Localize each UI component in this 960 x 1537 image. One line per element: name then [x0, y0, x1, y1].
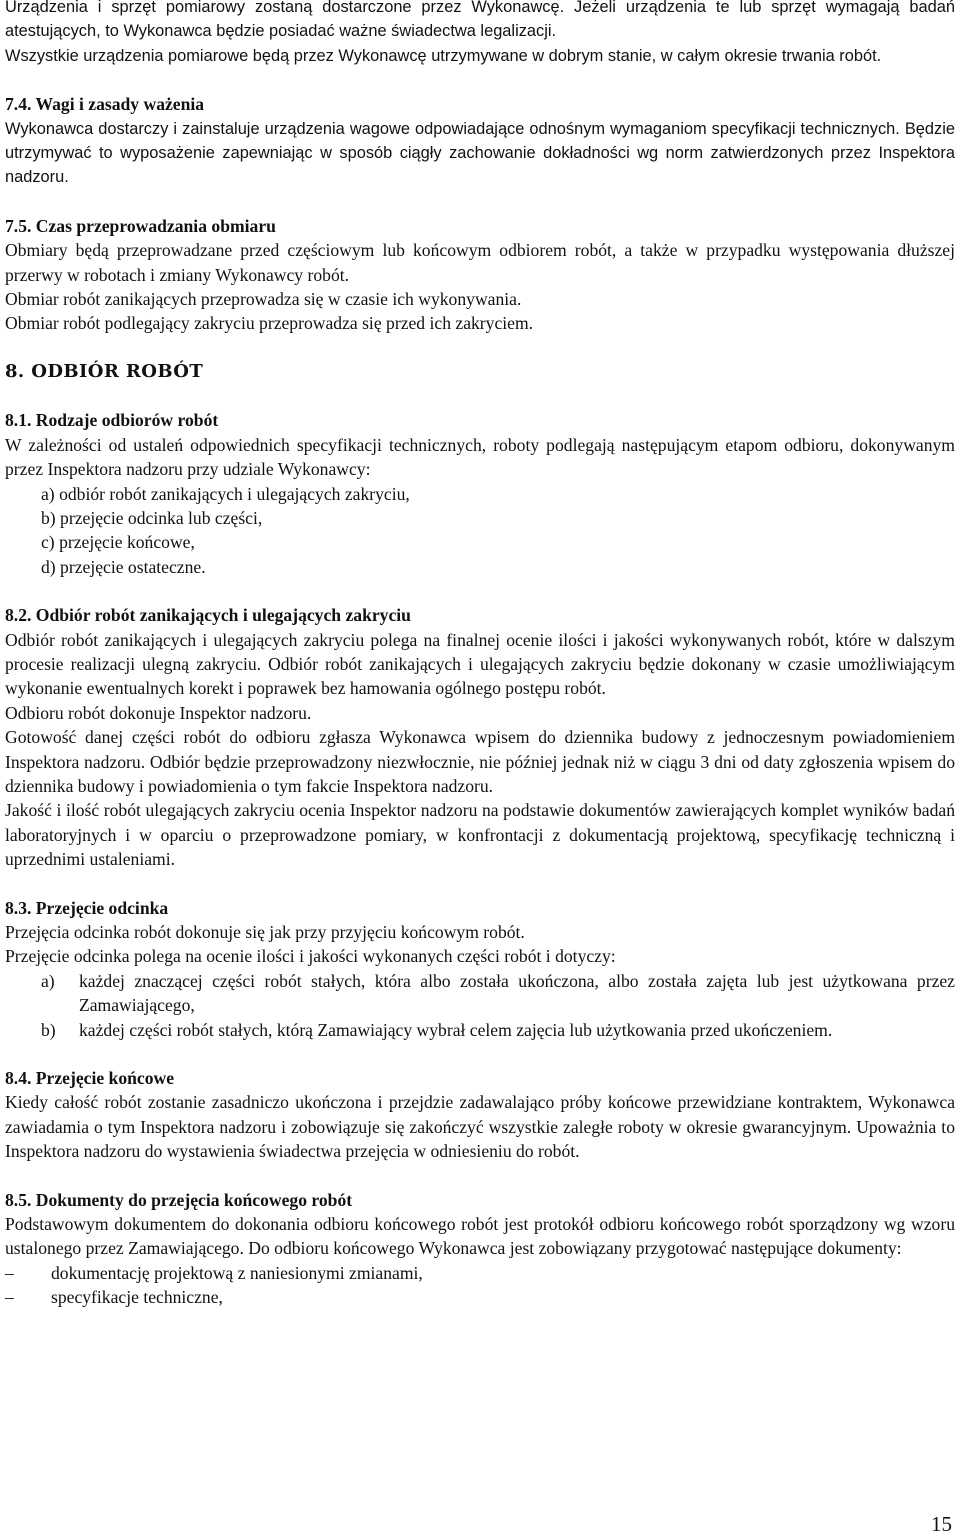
section-7-4	[5, 92, 955, 190]
paragraph: Przejęcie odcinka polega na ocenie ilości i jakości wykonanych części robót i dotyczy:	[5, 946, 616, 967]
paragraph: Kiedy całość robót zostanie zasadniczo ukończona i przejdzie zadawalająco próby końcowe przewidziane kontraktem, Wykonawca zawiadamia o tym Inspektora nadzoru i zobowiązuje się zakończyć wszystkie zaległe roboty w okresie gwarancyjnym. Upoważnia to Inspektora nadzoru do wystawienia świadectwa przejęcia w odniesieniu do robót.	[5, 1092, 955, 1162]
dash-bullet: –	[5, 1262, 14, 1283]
paragraph: Odbioru robót dokonuje Inspektor nadzoru.	[5, 702, 312, 723]
list-item	[5, 1261, 955, 1285]
paragraph: Urządzenia i sprzęt pomiarowy zostaną dostarczone przez Wykonawcę. Jeżeli urządzenia te lub sprzęt wymagają badań atestujących, to Wykonawca będzie posiadać ważne świadectwa legalizacji.	[5, 0, 955, 41]
list-item: a) odbiór robót zanikających i ulegających zakryciu,	[41, 483, 410, 504]
list-item: b) przejęcie odcinka lub części,	[41, 507, 263, 528]
paragraph: Obmiar robót zanikających przeprowadza się w czasie ich wykonywania.	[5, 289, 522, 310]
paragraph: Obmiary będą przeprowadzane przed częściowym lub końcowym odbiorem robót, a także w przypadku występowania dłuższej przerwy w robotach i zmiany Wykonawcy robót.	[5, 240, 955, 285]
section-8-2	[5, 603, 955, 871]
paragraph: Jakość i ilość robót ulegających zakryciu ocenia Inspektor nadzoru na podstawie dokumentów zawierających komplet wyników badań laboratoryjnych i w oparciu o przeprowadzone pomiary, w konfrontacji z dokumentacją projektową, specyfikację techniczną i uprzednimi ustaleniami.	[5, 800, 955, 870]
list-item-label: b)	[41, 1019, 56, 1040]
section-heading: 8.1. Rodzaje odbiorów robót	[5, 410, 219, 431]
section-heading: 8.4. Przejęcie końcowe	[5, 1068, 175, 1089]
dash-bullet: –	[5, 1287, 14, 1308]
list-item	[5, 1018, 955, 1042]
section-heading: 7.5. Czas przeprowadzania obmiaru	[5, 215, 276, 236]
paragraph: Obmiar robót podlegający zakryciu przeprowadza się przed ich zakryciem.	[5, 313, 534, 334]
paragraph: Wykonawca dostarczy i zainstaluje urządzenia wagowe odpowiadające odnośnym wymaganiom specyfikacji technicznych. Będzie utrzymywać to wyposażenie zapewniając w sposób ciągły zachowanie dokładności wg norm zatwierdzonych przez Inspektora nadzoru.	[5, 119, 955, 187]
paragraph: Odbiór robót zanikających i ulegających zakryciu polega na finalnej ocenie ilości i jakości wykonywanych robót, które w dalszym procesie realizacji ulegną zakryciu. Odbiór robót zanikających i ulegających zakryciu będzie dokonany w czasie umożliwiającym wykonanie ewentualnych korekt i poprawek bez hamowania ogólnego postępu robót.	[5, 629, 955, 699]
list-item	[5, 1285, 955, 1309]
list-item-text: dokumentację projektową z naniesionymi zmianami,	[51, 1262, 423, 1283]
list-item	[5, 969, 955, 1018]
section-heading: 8.2. Odbiór robót zanikających i ulegających zakryciu	[5, 605, 411, 626]
paragraph: Gotowość danej części robót do odbioru zgłasza Wykonawca wpisem do dziennika budowy z jednoczesnym powiadomieniem Inspektora nadzoru. Odbiór będzie przeprowadzony niezwłocznie, nie później jednak niż w ciągu 3 dni od daty zgłoszenia wpisem do dziennika budowy i powiadomienia o tym fakcie Inspektora nadzoru.	[5, 727, 955, 796]
list-item: c) przejęcie końcowe,	[41, 532, 195, 553]
document-page	[5, 0, 955, 1310]
section-heading: 8.5. Dokumenty do przejęcia końcowego robót	[5, 1189, 353, 1210]
section-7-5	[5, 214, 955, 336]
list-item: d) przejęcie ostateczne.	[41, 556, 206, 577]
section-8-5	[5, 1188, 955, 1310]
paragraph: W zależności od ustaleń odpowiednich specyfikacji technicznych, roboty podlegają następującym etapom odbioru, dokonywanym przez Inspektora nadzoru przy udziale Wykonawcy:	[5, 434, 955, 480]
section-8-1	[5, 408, 955, 579]
section-heading: 8.3. Przejęcie odcinka	[5, 897, 169, 918]
section-8-4	[5, 1066, 955, 1164]
list-item-text: specyfikacje techniczne,	[51, 1287, 223, 1308]
list-item-label: a)	[41, 970, 55, 991]
chapter-heading: 8. ODBIÓR ROBÓT	[5, 360, 204, 382]
paragraph: Przejęcia odcinka robót dokonuje się jak przy przyjęciu końcowym robót.	[5, 922, 525, 942]
list-item-text: każdej znaczącej części robót stałych, która albo została ukończona, albo została zajęta lub jest użytkowana przez Zamawiającego,	[79, 970, 955, 1016]
list-item-text: każdej części robót stałych, którą Zamawiający wybrał celem zajęcia lub użytkowania przed ukończeniem.	[79, 1019, 833, 1040]
paragraph: Podstawowym dokumentem do dokonania odbioru końcowego robót jest protokół odbioru końcowego robót sporządzony wg wzoru ustalonego przez Zamawiającego. Do odbioru końcowego Wykonawca jest zobowiązany przygotować następujące dokumenty:	[5, 1214, 955, 1259]
section-heading: 7.4. Wagi i zasady ważenia	[5, 94, 205, 115]
page-number: 15	[931, 1512, 952, 1536]
section-8-3	[5, 896, 955, 1042]
paragraph: Wszystkie urządzenia pomiarowe będą przez Wykonawcę utrzymywane w dobrym stanie, w całym okresie trwania robót.	[5, 46, 882, 65]
